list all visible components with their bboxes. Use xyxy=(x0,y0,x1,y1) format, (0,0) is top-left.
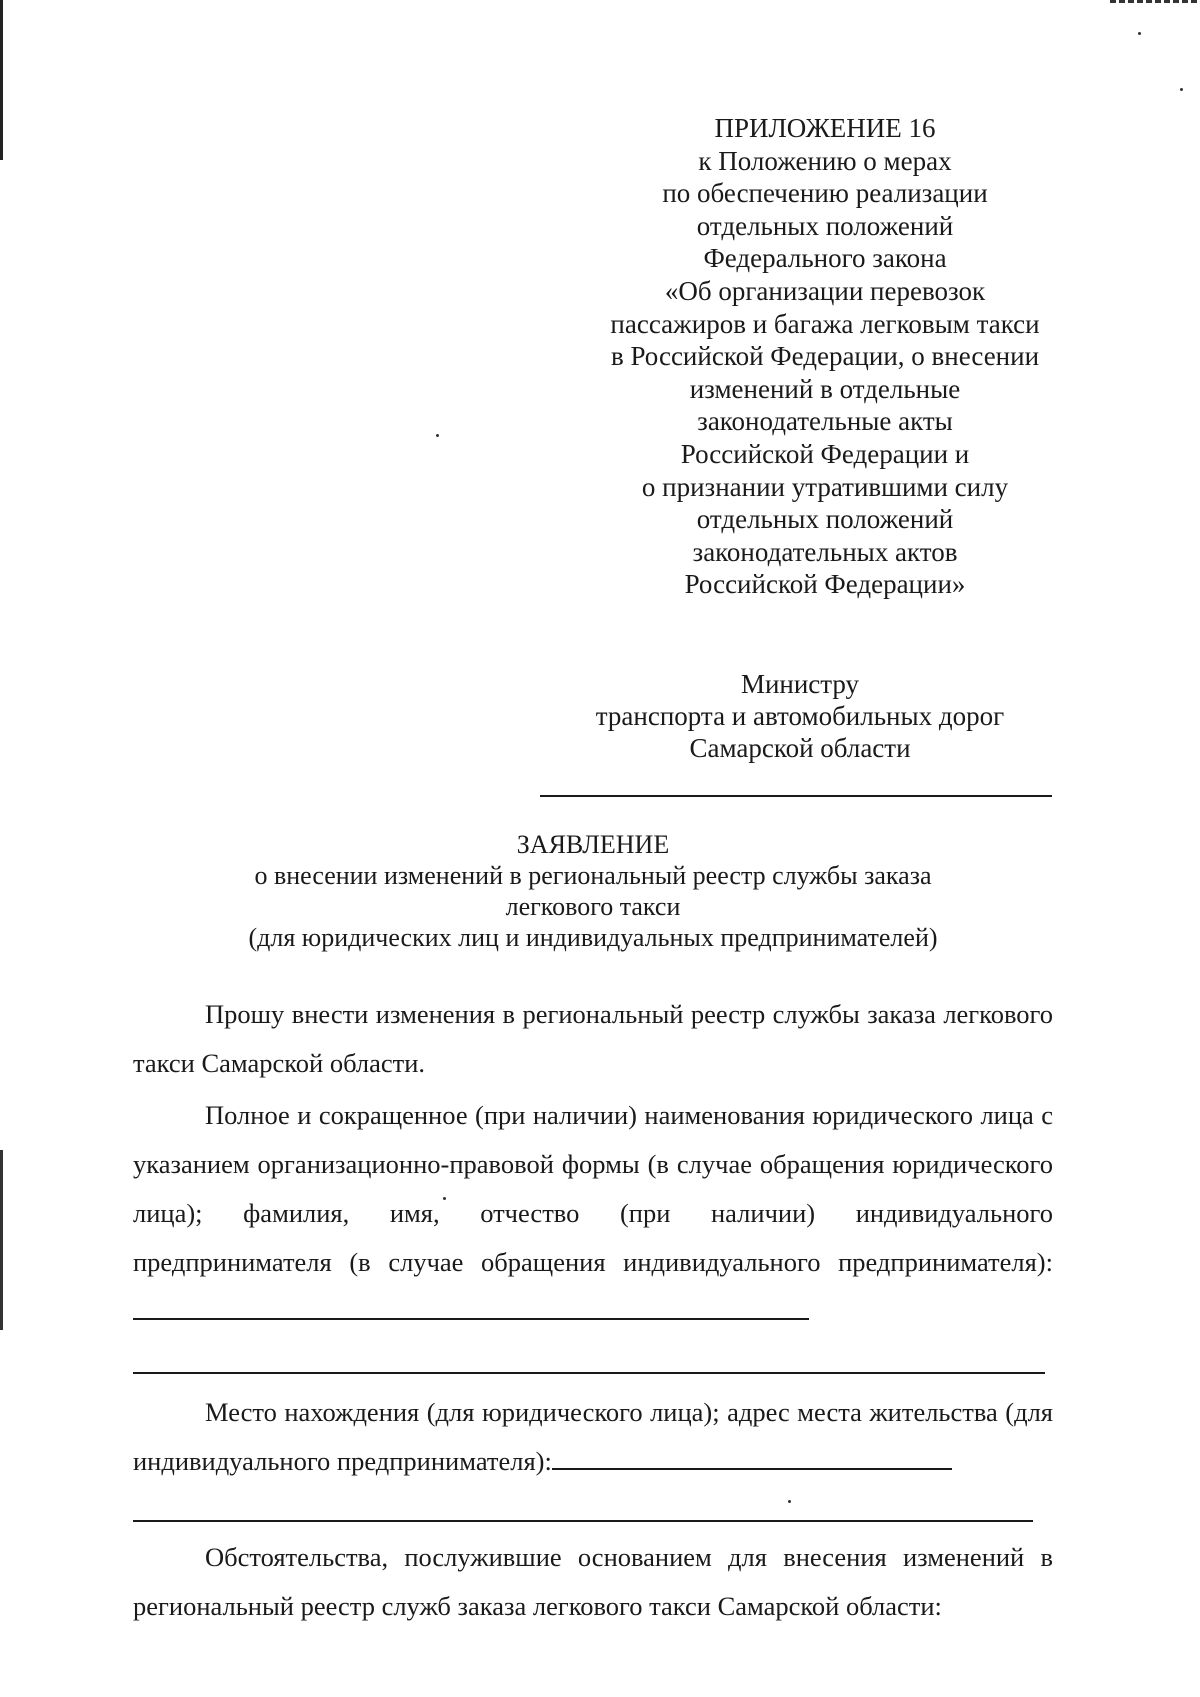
document-title xyxy=(133,829,1053,953)
appendix-line: Российской Федерации» xyxy=(684,569,966,600)
title-subtitle: о внесении изменений в региональный реестр службы заказа xyxy=(254,861,932,890)
name-fill-line-2[interactable] xyxy=(133,1372,1045,1374)
name-fill-line[interactable] xyxy=(133,1317,809,1320)
title-subtitle: легкового такси xyxy=(505,892,681,921)
paragraph-text: Полное и сокращенное (при наличии) наименования юридического лица с указанием организационно-правовой формы (в случае обращения юридического лица); фамилия, имя, отчество (при наличии) индивидуального предпринимателя (в случае обращения индивидуального предпринимателя): xyxy=(133,1100,1053,1277)
paragraph-text: Прошу внести изменения в региональный реестр службы заказа легкового такси Самарской области. xyxy=(133,999,1053,1078)
paragraph-name xyxy=(133,1091,1053,1336)
addressee-line-text: Министру xyxy=(740,669,860,699)
appendix-line: Федерального закона xyxy=(703,243,947,274)
appendix-block xyxy=(560,112,1090,601)
applicant-name-field[interactable] xyxy=(540,795,1052,797)
title-heading: ЗАЯВЛЕНИЕ xyxy=(516,830,670,859)
addressee-block xyxy=(560,668,1040,764)
appendix-line: пассажиров и багажа легковым такси xyxy=(610,308,1040,339)
address-fill-line-2[interactable] xyxy=(133,1520,1033,1522)
appendix-line: законодательных актов xyxy=(692,536,958,567)
appendix-line: в Российской Федерации, о внесении xyxy=(610,341,1040,372)
appendix-line: законодательные акты xyxy=(697,406,953,437)
title-subtitle: (для юридических лиц и индивидуальных предпринимателей) xyxy=(248,923,938,952)
appendix-line: изменений в отдельные xyxy=(689,373,961,404)
scan-speck xyxy=(788,1500,791,1503)
scan-speck xyxy=(1138,32,1141,35)
appendix-line: Российской Федерации и xyxy=(680,438,970,469)
paragraph-text: Обстоятельства, послужившие основанием для внесения изменений в региональный реестр служб заказа легкового такси Самарской области: xyxy=(133,1542,1053,1621)
appendix-line: к Положению о мерах xyxy=(698,145,952,176)
appendix-line: ПРИЛОЖЕНИЕ 16 xyxy=(714,113,936,143)
paragraph-text: Место нахождения (для юридического лица); адрес места жительства (для индивидуального предпринимателя): xyxy=(133,1397,1053,1476)
appendix-line: о признании утратившими силу xyxy=(641,471,1009,502)
appendix-line: по обеспечению реализации xyxy=(662,178,988,209)
addressee-line-text: Самарской области xyxy=(689,733,911,763)
address-fill-line[interactable] xyxy=(552,1467,952,1470)
appendix-line: «Об организации перевозок xyxy=(664,275,986,306)
addressee-line-text: транспорта и автомобильных дорог xyxy=(595,701,1005,731)
paragraph-address xyxy=(133,1388,1053,1486)
scan-edge-left xyxy=(0,0,3,1697)
scan-speck xyxy=(436,434,439,437)
appendix-line: отдельных положений xyxy=(696,504,954,535)
paragraph-request xyxy=(133,990,1053,1088)
scan-speck xyxy=(1180,88,1183,91)
scan-edge-top xyxy=(1110,0,1200,3)
appendix-line: отдельных положений xyxy=(696,210,954,241)
paragraph-circumstances xyxy=(133,1533,1053,1631)
